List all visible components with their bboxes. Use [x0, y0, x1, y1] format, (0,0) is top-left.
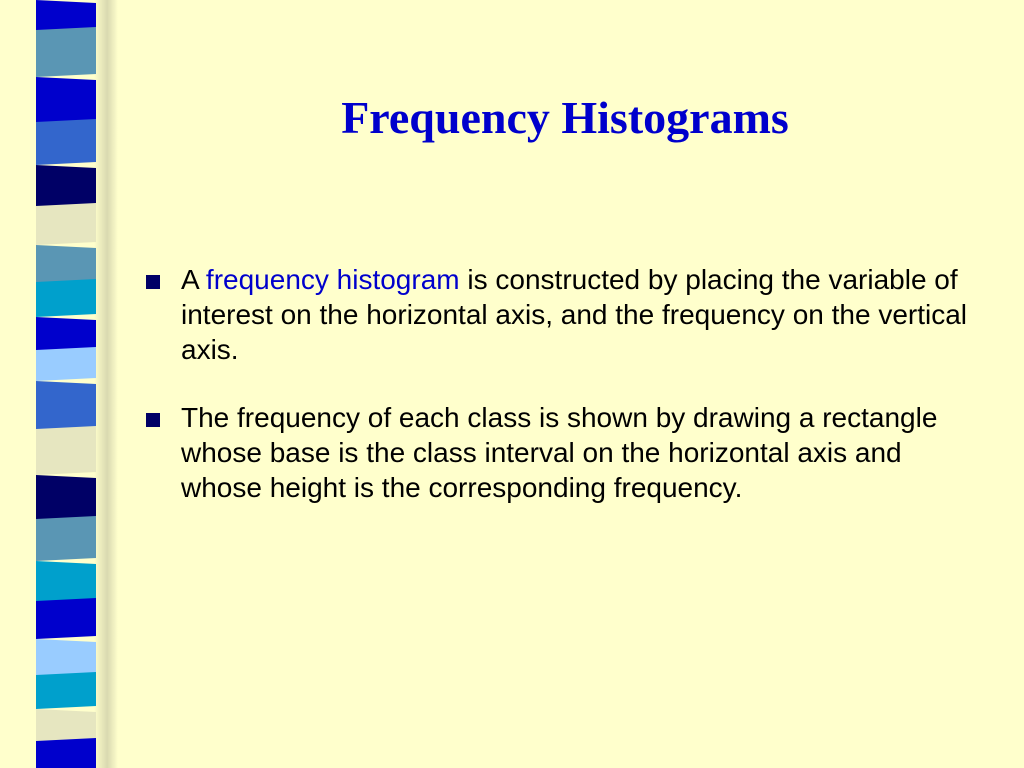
decorative-side-strip: [0, 0, 118, 768]
strip-block: [36, 561, 96, 604]
bullet-2-text: The frequency of each class is shown by drawing a rectangle whose base is the class interval on the horizontal axis and whose height is the corresponding frequency.: [181, 402, 938, 503]
strip-block: [36, 738, 96, 768]
strip-block: [36, 381, 96, 432]
strip-block: [36, 639, 96, 678]
bullet-list: [140, 262, 990, 538]
strip-block: [36, 516, 96, 561]
strip-block: [36, 279, 96, 317]
bullet-1-rest: is constructed by placing the variable of interest on the horizontal axis, and the frequency on the vertical axis.: [181, 264, 968, 365]
strip-block: [36, 598, 96, 639]
bullet-item-2: [140, 400, 990, 505]
square-bullet-icon: [146, 413, 160, 427]
bullet-1-prefix: A: [181, 264, 206, 295]
strip-block: [36, 203, 96, 245]
strip-block: [36, 27, 96, 77]
bullet-item-1: [140, 262, 990, 367]
strip-block: [36, 426, 96, 475]
strip-block: [36, 672, 96, 709]
slide-title: Frequency Histograms: [341, 92, 789, 143]
bullet-1-term: frequency histogram: [205, 264, 460, 295]
strip-block: [36, 165, 96, 209]
square-bullet-icon: [146, 275, 160, 289]
strip-block: [36, 119, 96, 165]
strip-block: [36, 77, 96, 125]
strip-block: [36, 245, 96, 285]
strip-block: [36, 475, 96, 522]
strip-block: [36, 347, 96, 381]
